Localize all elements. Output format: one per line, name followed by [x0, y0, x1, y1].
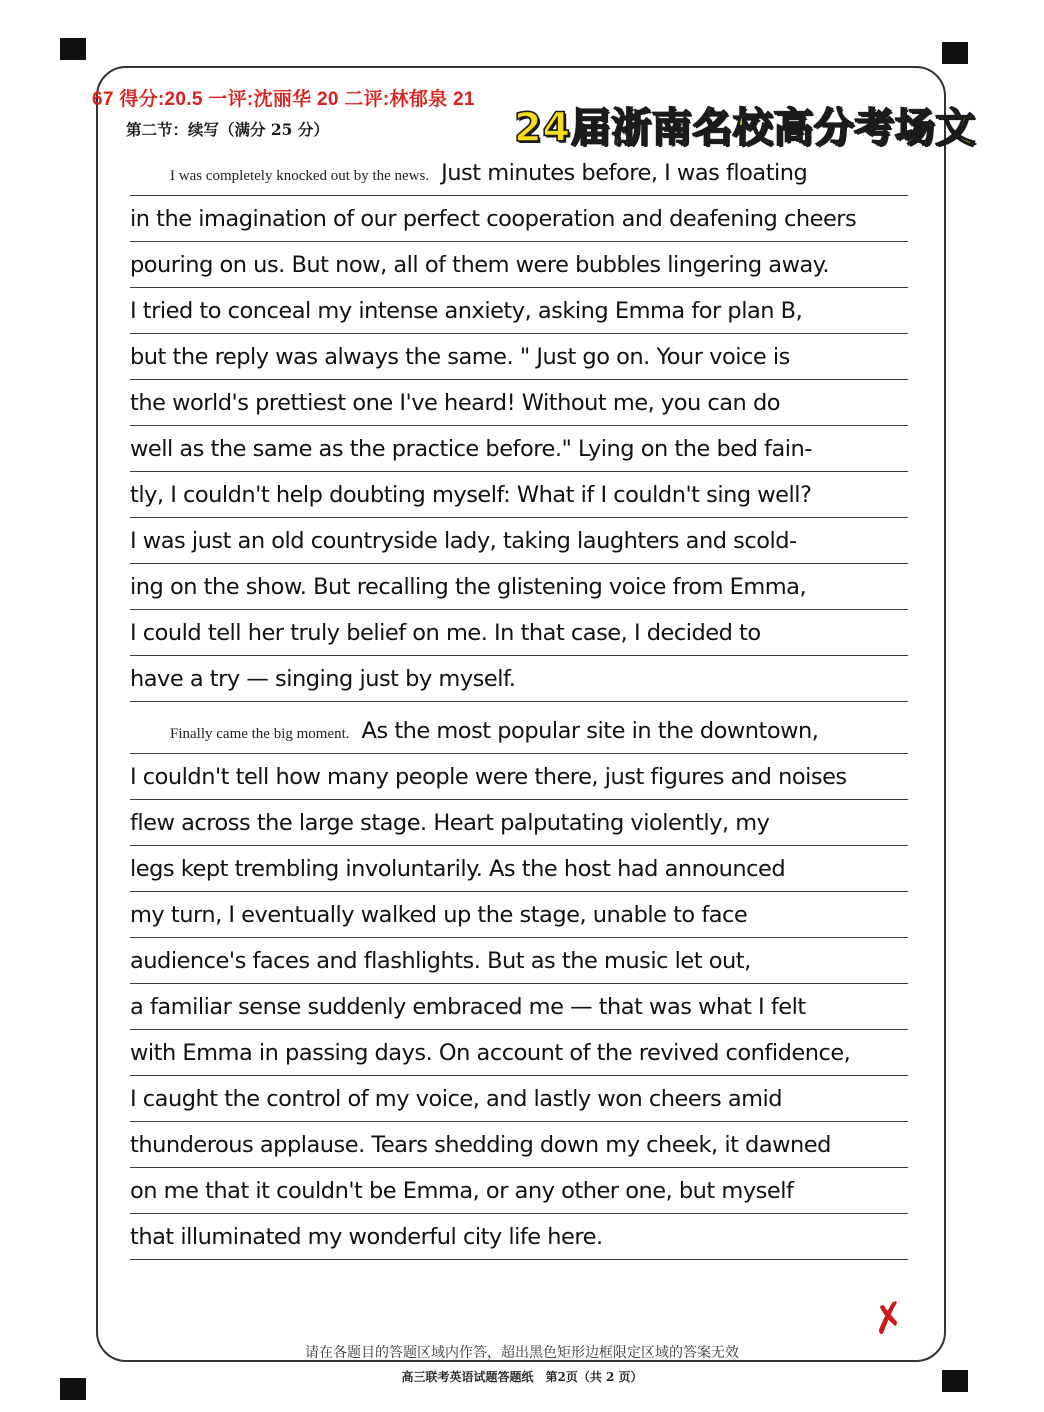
essay-line — [130, 800, 908, 846]
handwritten-text: my turn, I eventually walked up the stage, unable to face — [130, 902, 748, 928]
essay-line — [130, 472, 908, 518]
essay-line — [130, 426, 908, 472]
handwritten-text: but the reply was always the same. " Just go on. Your voice is — [130, 344, 790, 370]
essay-line — [130, 1030, 908, 1076]
essay-line — [130, 708, 908, 754]
score-line: 67 得分:20.5 一评:沈丽华 20 二评:林郁泉 21 — [92, 89, 475, 110]
essay-line — [130, 518, 908, 564]
handwritten-text: with Emma in passing days. On account of the revived confidence, — [130, 1040, 851, 1066]
registration-mark-top-right — [942, 42, 968, 64]
handwritten-text: tly, I couldn't help doubting myself: What if I couldn't sing well? — [130, 482, 812, 508]
essay-line — [130, 1214, 908, 1260]
essay-line — [130, 1122, 908, 1168]
registration-mark-top-left — [60, 38, 86, 60]
handwritten-text: I could tell her truly belief on me. In that case, I decided to — [130, 620, 761, 646]
handwritten-text: have a try — singing just by myself. — [130, 666, 516, 692]
handwritten-text: that illuminated my wonderful city life here. — [130, 1224, 603, 1250]
handwritten-text: a familiar sense suddenly embraced me — that was what I felt — [130, 994, 806, 1020]
paragraph-prompt: I was completely knocked out by the news. — [170, 168, 430, 184]
footer-page-number: 高三联考英语试题答题纸 第2页（共 2 页） — [401, 1370, 643, 1384]
essay-line — [130, 610, 908, 656]
handwritten-text: pouring on us. But now, all of them were bubbles lingering away. — [130, 252, 830, 278]
title-banner: 24届浙南名校高分考场文 — [514, 105, 976, 151]
essay-line — [130, 196, 908, 242]
handwritten-text: on me that it couldn't be Emma, or any other one, but myself — [130, 1178, 794, 1204]
handwritten-text: ing on the show. But recalling the glistening voice from Emma, — [130, 574, 807, 600]
essay-line — [130, 984, 908, 1030]
handwritten-text: well as the same as the practice before." Lying on the bed fain- — [130, 436, 812, 462]
handwritten-text: I caught the control of my voice, and lastly won cheers amid — [130, 1086, 783, 1112]
handwritten-text: As the most popular site in the downtown, — [361, 718, 819, 744]
handwritten-text: in the imagination of our perfect cooperation and deafening cheers — [130, 206, 857, 232]
essay-line — [130, 1168, 908, 1214]
handwritten-text: I tried to conceal my intense anxiety, asking Emma for plan B, — [130, 298, 803, 324]
paragraph-prompt: Finally came the big moment. — [170, 726, 350, 742]
handwritten-text: thunderous applause. Tears shedding down my cheek, it dawned — [130, 1132, 831, 1158]
essay-line — [130, 334, 908, 380]
footer-instruction: 请在各题目的答题区域内作答，超出黑色矩形边框限定区域的答案无效 — [305, 1345, 739, 1361]
handwritten-text: I couldn't tell how many people were there, just figures and noises — [130, 764, 847, 790]
essay-line — [130, 754, 908, 800]
essay-line — [130, 564, 908, 610]
essay-line — [130, 288, 908, 334]
essay-line — [130, 1076, 908, 1122]
essay-line — [130, 892, 908, 938]
essay-line — [130, 380, 908, 426]
essay-line — [130, 846, 908, 892]
handwritten-text: audience's faces and flashlights. But as the music let out, — [130, 948, 751, 974]
essay-line — [130, 656, 908, 702]
handwritten-text: I was just an old countryside lady, taking laughters and scold- — [130, 528, 797, 554]
handwritten-text: legs kept trembling involuntarily. As the host had announced — [130, 856, 786, 882]
essay-line — [130, 242, 908, 288]
section-title: 第二节：续写（满分 25 分） — [126, 120, 329, 139]
handwritten-text: Just minutes before, I was floating — [441, 160, 808, 186]
grader-check-mark-icon: ✗ — [867, 1293, 910, 1345]
handwritten-text: flew across the large stage. Heart palputating violently, my — [130, 810, 770, 836]
essay-line — [130, 938, 908, 984]
essay-line — [130, 150, 908, 196]
handwritten-text: the world's prettiest one I've heard! Without me, you can do — [130, 390, 781, 416]
